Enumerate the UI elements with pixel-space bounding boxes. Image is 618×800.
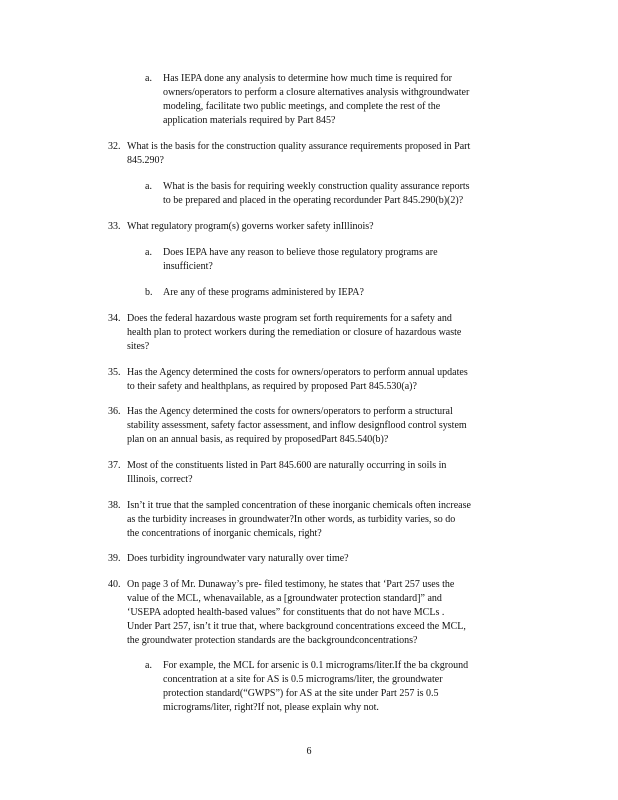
item-label: a. [145, 247, 152, 258]
item-text: Does turbidity ingroundwater vary naturally over time? [127, 553, 349, 564]
question-40 [108, 578, 540, 648]
item-text: What is the basis for the construction quality assurance requirements proposed in Part 845.290? [127, 141, 471, 166]
item-label: 35. [108, 367, 121, 378]
item-label: a. [145, 73, 152, 84]
item-text: Isn’t it true that the sampled concentration of these inorganic chemicals often increase as the turbidity increases in groundwater?In other words, as turbidity varies, so do the concentrations of inorganic chemicals, right? [127, 500, 471, 539]
question-32 [108, 140, 540, 168]
question-36 [108, 405, 540, 447]
item-label: 36. [108, 406, 121, 417]
question-35 [108, 366, 540, 394]
question-32a [145, 180, 537, 208]
item-label: 39. [108, 553, 121, 564]
item-label: 38. [108, 500, 121, 511]
item-text: Has the Agency determined the costs for owners/operators to perform annual updates to their safety and healthplans, as required by proposed Part 845.530(a)? [127, 367, 468, 392]
item-text: Most of the constituents listed in Part 845.600 are naturally occurring in soils in Illinois, correct? [127, 460, 447, 485]
item-label: 34. [108, 313, 121, 324]
page-number: 6 [306, 746, 312, 757]
item-label: b. [145, 287, 153, 298]
question-33 [108, 220, 540, 234]
item-text: Does the federal hazardous waste program set forth requirements for a safety and health plan to protect workers during the remediation or closure of hazardous waste sites? [127, 313, 462, 352]
question-38 [108, 499, 540, 541]
item-label: a. [145, 660, 152, 671]
item-text: What is the basis for requiring weekly construction quality assurance reports to be prepared and placed in the operating recordunder Part 845.290(b)(2)? [163, 181, 470, 206]
question-33b [145, 286, 537, 300]
item-label: 32. [108, 141, 121, 152]
item-text: Are any of these programs administered by IEPA? [163, 287, 364, 298]
item-text: For example, the MCL for arsenic is 0.1 micrograms/liter.If the ba ckground concentration at a site for AS is 0.5 micrograms/liter, the groundwater protection standard(“GWPS”) for AS at the site under Part 257 is 0.5 micrograms/liter, right?If not, please explain why not. [163, 660, 469, 713]
question-31a [145, 72, 537, 128]
item-label: a. [145, 181, 152, 192]
question-34 [108, 312, 540, 354]
item-text: Has the Agency determined the costs for owners/operators to perform a structural stability assessment, safety factor assessment, and inflow designflood control system plan on an annual basis, as required by proposedPart 845.540(b)? [127, 406, 467, 445]
item-text: Does IEPA have any reason to believe those regulatory programs are insufficient? [163, 247, 438, 272]
item-label: 37. [108, 460, 121, 471]
item-text: What regulatory program(s) governs worker safety inIllinois? [127, 221, 374, 232]
question-39 [108, 552, 540, 566]
question-33a [145, 246, 537, 274]
item-text: Has IEPA done any analysis to determine how much time is required for owners/operators to perform a closure alternatives analysis withgroundwater modeling, facilitate two public meetings, and complete the rest of the application materials required by Part 845? [163, 73, 470, 126]
item-label: 33. [108, 221, 121, 232]
question-40a [145, 659, 537, 715]
item-text: On page 3 of Mr. Dunaway’s pre- filed testimony, he states that ‘Part 257 uses the value of the MCL, whenavailable, as a [groundwater protection standard]” and ‘USEPA adopted health-based values” for constituents that do not have MCLs . Under Part 257, isn’t it true that, where background concentrations exceed the MCL, the groundwater protection standards are the backgroundconcentrations? [127, 579, 466, 646]
item-label: 40. [108, 579, 121, 590]
question-37 [108, 459, 540, 487]
